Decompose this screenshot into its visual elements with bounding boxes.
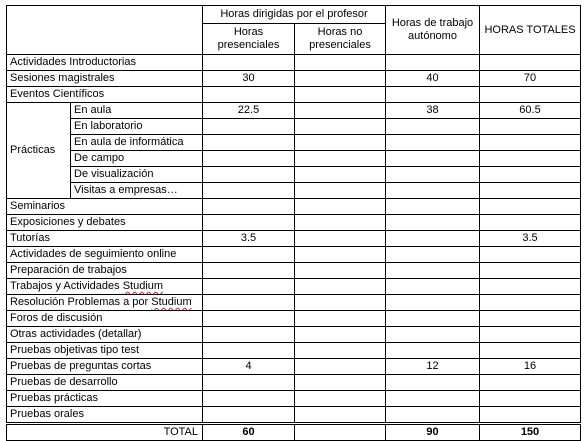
cell-presenciales — [203, 375, 295, 391]
table-row — [7, 167, 581, 183]
header-group-label: Horas dirigidas por el profesor — [203, 6, 386, 24]
cell-autonomo — [386, 135, 480, 151]
row-label: Actividades Introductorias — [7, 55, 203, 71]
cell-no-presenciales — [295, 407, 386, 424]
table-row — [7, 119, 581, 135]
cell-autonomo — [386, 327, 480, 343]
row-label: Pruebas de preguntas cortas — [7, 359, 203, 375]
cell-total — [480, 151, 581, 167]
table-row — [7, 199, 581, 215]
cell-autonomo — [386, 119, 480, 135]
cell-autonomo — [386, 391, 480, 407]
cell-autonomo — [386, 279, 480, 295]
workload-table-container — [6, 5, 581, 441]
cell-presenciales — [203, 295, 295, 311]
cell-presenciales — [203, 55, 295, 71]
table-row — [7, 55, 581, 71]
row-label: Seminarios — [7, 199, 203, 215]
total-no-presenciales — [295, 424, 386, 441]
table-row — [7, 295, 581, 311]
cell-presenciales: 3.5 — [203, 231, 295, 247]
cell-presenciales: 22.5 — [203, 103, 295, 119]
row-label: De campo — [71, 151, 203, 167]
cell-no-presenciales — [295, 327, 386, 343]
row-label: Foros de discusión — [7, 311, 203, 327]
cell-autonomo — [386, 55, 480, 71]
cell-presenciales: 30 — [203, 71, 295, 87]
cell-presenciales — [203, 279, 295, 295]
table-row — [7, 375, 581, 391]
cell-no-presenciales — [295, 375, 386, 391]
row-label: Tutorías — [7, 231, 203, 247]
cell-no-presenciales — [295, 311, 386, 327]
cell-autonomo: 12 — [386, 359, 480, 375]
cell-total — [480, 215, 581, 231]
cell-presenciales — [203, 327, 295, 343]
cell-no-presenciales — [295, 247, 386, 263]
cell-autonomo — [386, 183, 480, 199]
row-label-studium: Studium — [151, 296, 192, 308]
cell-presenciales — [203, 151, 295, 167]
cell-autonomo — [386, 199, 480, 215]
cell-total — [480, 247, 581, 263]
cell-no-presenciales — [295, 199, 386, 215]
cell-autonomo — [386, 167, 480, 183]
cell-autonomo — [386, 311, 480, 327]
row-label: Pruebas prácticas — [7, 391, 203, 407]
cell-no-presenciales — [295, 263, 386, 279]
cell-total: 16 — [480, 359, 581, 375]
header-empty-cell — [7, 6, 203, 55]
table-row — [7, 87, 581, 103]
row-label-text: Trabajos y Actividades — [10, 280, 123, 292]
cell-no-presenciales — [295, 359, 386, 375]
cell-presenciales — [203, 343, 295, 359]
cell-total — [480, 311, 581, 327]
cell-total: 3.5 — [480, 231, 581, 247]
table-row — [7, 151, 581, 167]
cell-autonomo — [386, 87, 480, 103]
row-label: En laboratorio — [71, 119, 203, 135]
cell-presenciales — [203, 199, 295, 215]
cell-no-presenciales — [295, 119, 386, 135]
cell-no-presenciales — [295, 343, 386, 359]
cell-autonomo — [386, 231, 480, 247]
table-row — [7, 135, 581, 151]
row-label-text: Resolución Problemas a por — [10, 296, 152, 308]
cell-presenciales — [203, 263, 295, 279]
cell-total — [480, 183, 581, 199]
row-label: De visualización — [71, 167, 203, 183]
cell-no-presenciales — [295, 295, 386, 311]
row-label: Preparación de trabajos — [7, 263, 203, 279]
cell-no-presenciales — [295, 151, 386, 167]
row-label: En aula de informática — [71, 135, 203, 151]
total-presenciales: 60 — [203, 424, 295, 441]
cell-no-presenciales — [295, 167, 386, 183]
cell-total — [480, 167, 581, 183]
table-row — [7, 215, 581, 231]
cell-total — [480, 87, 581, 103]
row-label — [7, 279, 203, 295]
table-row — [7, 327, 581, 343]
cell-total — [480, 119, 581, 135]
row-label-studium: Studium — [122, 280, 164, 292]
cell-autonomo — [386, 343, 480, 359]
cell-no-presenciales — [295, 71, 386, 87]
cell-total — [480, 375, 581, 391]
cell-total — [480, 199, 581, 215]
table-row — [7, 407, 581, 424]
header-autonomo: Horas de trabajo autónomo — [386, 6, 480, 55]
cell-total — [480, 391, 581, 407]
cell-total — [480, 263, 581, 279]
header-totales: HORAS TOTALES — [480, 6, 581, 55]
cell-presenciales — [203, 247, 295, 263]
row-label: En aula — [71, 103, 203, 119]
practicas-group-label: Prácticas — [7, 103, 71, 199]
table-row — [7, 247, 581, 263]
cell-total — [480, 135, 581, 151]
table-row — [7, 391, 581, 407]
header-row-1 — [7, 6, 581, 24]
table-row — [7, 103, 581, 119]
cell-presenciales — [203, 311, 295, 327]
row-label: Sesiones magistrales — [7, 71, 203, 87]
cell-total — [480, 407, 581, 424]
cell-autonomo — [386, 375, 480, 391]
table-row — [7, 71, 581, 87]
row-label — [7, 295, 203, 311]
total-autonomo: 90 — [386, 424, 480, 441]
cell-presenciales — [203, 119, 295, 135]
cell-total — [480, 279, 581, 295]
cell-total: 60.5 — [480, 103, 581, 119]
table-row — [7, 231, 581, 247]
cell-no-presenciales — [295, 103, 386, 119]
total-label: TOTAL — [7, 424, 203, 441]
cell-total: 70 — [480, 71, 581, 87]
row-label: Actividades de seguimiento online — [7, 247, 203, 263]
cell-total — [480, 55, 581, 71]
header-no-presenciales: Horas no presenciales — [295, 24, 386, 55]
cell-no-presenciales — [295, 231, 386, 247]
cell-presenciales — [203, 391, 295, 407]
cell-no-presenciales — [295, 55, 386, 71]
cell-presenciales — [203, 87, 295, 103]
cell-no-presenciales — [295, 87, 386, 103]
cell-presenciales — [203, 167, 295, 183]
cell-presenciales — [203, 407, 295, 424]
cell-no-presenciales — [295, 135, 386, 151]
total-horas: 150 — [480, 424, 581, 441]
total-row — [7, 424, 581, 441]
table-row — [7, 263, 581, 279]
table-row — [7, 279, 581, 295]
cell-autonomo — [386, 407, 480, 424]
table-row — [7, 311, 581, 327]
cell-autonomo — [386, 215, 480, 231]
row-label: Otras actividades (detallar) — [7, 327, 203, 343]
cell-presenciales: 4 — [203, 359, 295, 375]
table-row — [7, 343, 581, 359]
cell-autonomo — [386, 247, 480, 263]
cell-no-presenciales — [295, 391, 386, 407]
cell-autonomo — [386, 263, 480, 279]
cell-no-presenciales — [295, 215, 386, 231]
cell-total — [480, 327, 581, 343]
cell-total — [480, 295, 581, 311]
cell-presenciales — [203, 135, 295, 151]
header-presenciales: Horas presenciales — [203, 24, 295, 55]
row-label: Pruebas de desarrollo — [7, 375, 203, 391]
cell-no-presenciales — [295, 279, 386, 295]
workload-table — [6, 5, 581, 441]
cell-total — [480, 343, 581, 359]
row-label: Exposiciones y debates — [7, 215, 203, 231]
table-row — [7, 359, 581, 375]
cell-autonomo: 38 — [386, 103, 480, 119]
table-row — [7, 183, 581, 199]
row-label: Pruebas orales — [7, 407, 203, 424]
cell-no-presenciales — [295, 183, 386, 199]
row-label: Eventos Científicos — [7, 87, 203, 103]
row-label: Visitas a empresas… — [71, 183, 203, 199]
cell-presenciales — [203, 183, 295, 199]
cell-autonomo: 40 — [386, 71, 480, 87]
cell-autonomo — [386, 295, 480, 311]
cell-autonomo — [386, 151, 480, 167]
row-label: Pruebas objetivas tipo test — [7, 343, 203, 359]
cell-presenciales — [203, 215, 295, 231]
